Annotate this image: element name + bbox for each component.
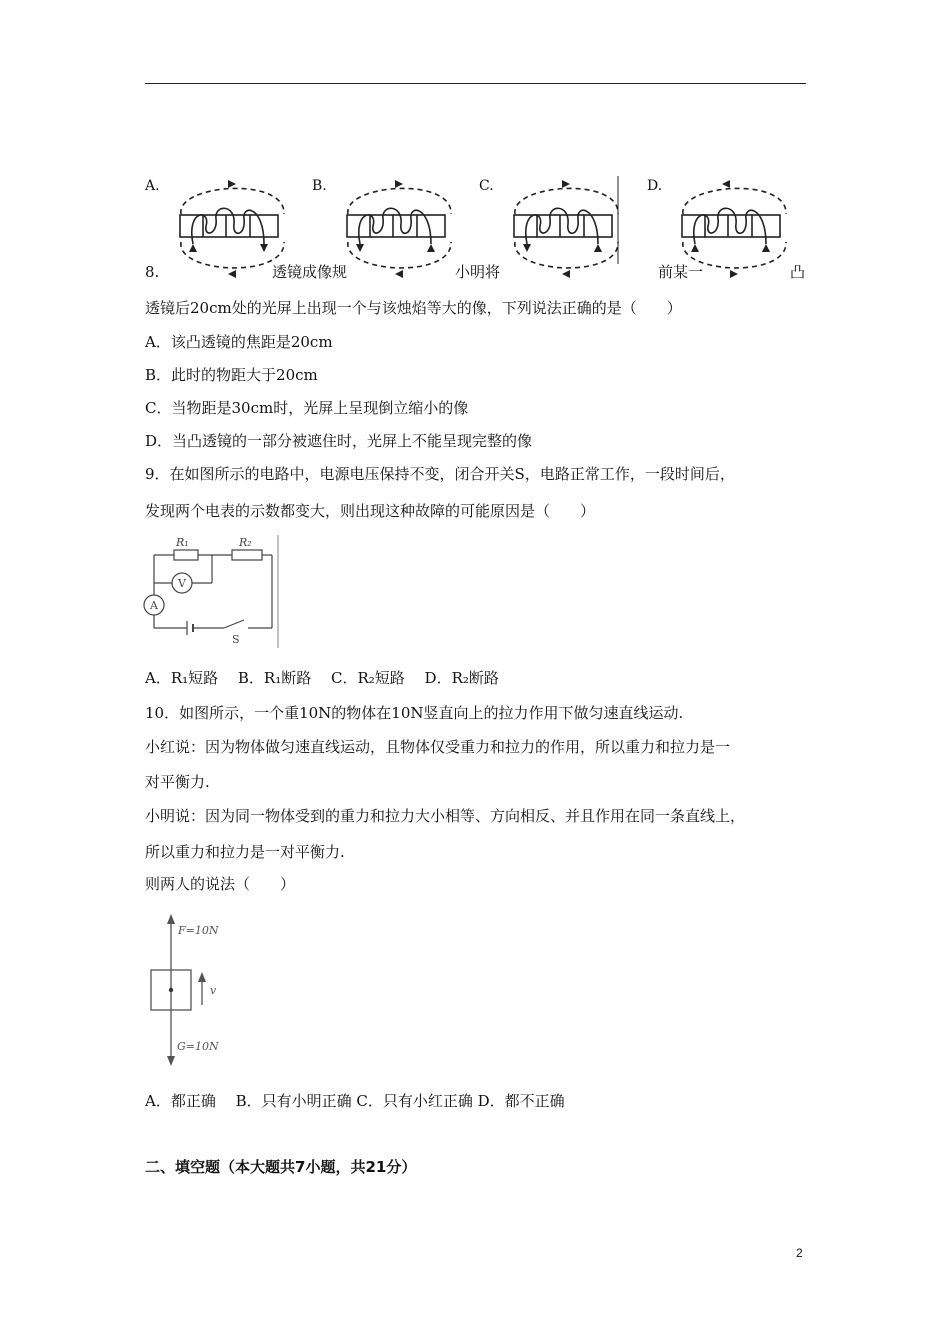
q8-option-d: D．当凸透镜的一部分被遮住时，光屏上不能呈现完整的像: [145, 432, 533, 450]
q9-line-2: 发现两个电表的示数都变大，则出现这种故障的可能原因是（ ）: [145, 502, 596, 520]
circuit-diagram: [142, 535, 280, 650]
voltmeter-label: V: [178, 577, 186, 590]
solenoid-figure-b: [333, 174, 463, 284]
q7-option-a-label: A.: [145, 178, 160, 194]
velocity-label: v: [210, 984, 217, 997]
q10-line-4: 小明说：因为同一物体受到的重力和拉力大小相等、方向相反、并且作用在同一条直线上，: [145, 807, 746, 825]
q9-line-1: 9．在如图所示的电路中，电源电压保持不变，闭合开关S，电路正常工作，一段时间后，: [145, 465, 735, 483]
q10-line-5: 所以重力和拉力是一对平衡力.: [145, 843, 345, 861]
q8-fragment-1: 透镜成像规: [272, 263, 348, 281]
r1-label: R₁: [176, 536, 189, 549]
force-diagram: [145, 910, 235, 1070]
header-rule: [145, 83, 806, 84]
switch-label: S: [232, 633, 240, 646]
q8-option-a: A．该凸透镜的焦距是20cm: [145, 333, 333, 351]
q10-options: A．都正确 B．只有小明正确 C．只有小红正确 D．都不正确: [145, 1092, 565, 1110]
solenoid-figure-c: [500, 174, 630, 284]
r2-label: R₂: [239, 536, 252, 549]
q7-option-c-label: C.: [479, 178, 494, 194]
q9-options: A．R₁短路 B．R₁断路 C．R₂短路 D．R₂断路: [145, 669, 499, 687]
q8-fragment-2: 小明将: [455, 263, 501, 281]
q10-line-1: 10．如图所示，一个重10N的物体在10N竖直向上的拉力作用下做匀速直线运动.: [145, 704, 684, 722]
q8-fragment-4: 凸: [790, 263, 806, 281]
q7-option-d-label: D.: [647, 178, 663, 194]
q7-option-b-label: B.: [312, 178, 327, 194]
q10-line-2: 小红说：因为物体做匀速直线运动，且物体仅受重力和拉力的作用，所以重力和拉力是一: [145, 738, 731, 756]
force-g-label: G=10N: [177, 1040, 219, 1053]
q10-line-3: 对平衡力.: [145, 773, 210, 791]
force-f-label: F=10N: [178, 924, 219, 937]
q8-option-c: C．当物距是30cm时，光屏上呈现倒立缩小的像: [145, 399, 469, 417]
q8-fragment-3: 前某一: [658, 263, 704, 281]
q8-line-2: 透镜后20cm处的光屏上出现一个与该烛焰等大的像，下列说法正确的是（ ）: [145, 299, 682, 317]
q10-line-6: 则两人的说法（ ）: [145, 875, 296, 893]
page-number: 2: [796, 1246, 803, 1260]
section-2-heading: 二、填空题（本大题共7小题，共21分）: [145, 1158, 417, 1176]
ammeter-label: A: [150, 599, 158, 612]
q8-option-b: B．此时的物距大于20cm: [145, 366, 318, 384]
q8-number: 8.: [145, 263, 160, 281]
